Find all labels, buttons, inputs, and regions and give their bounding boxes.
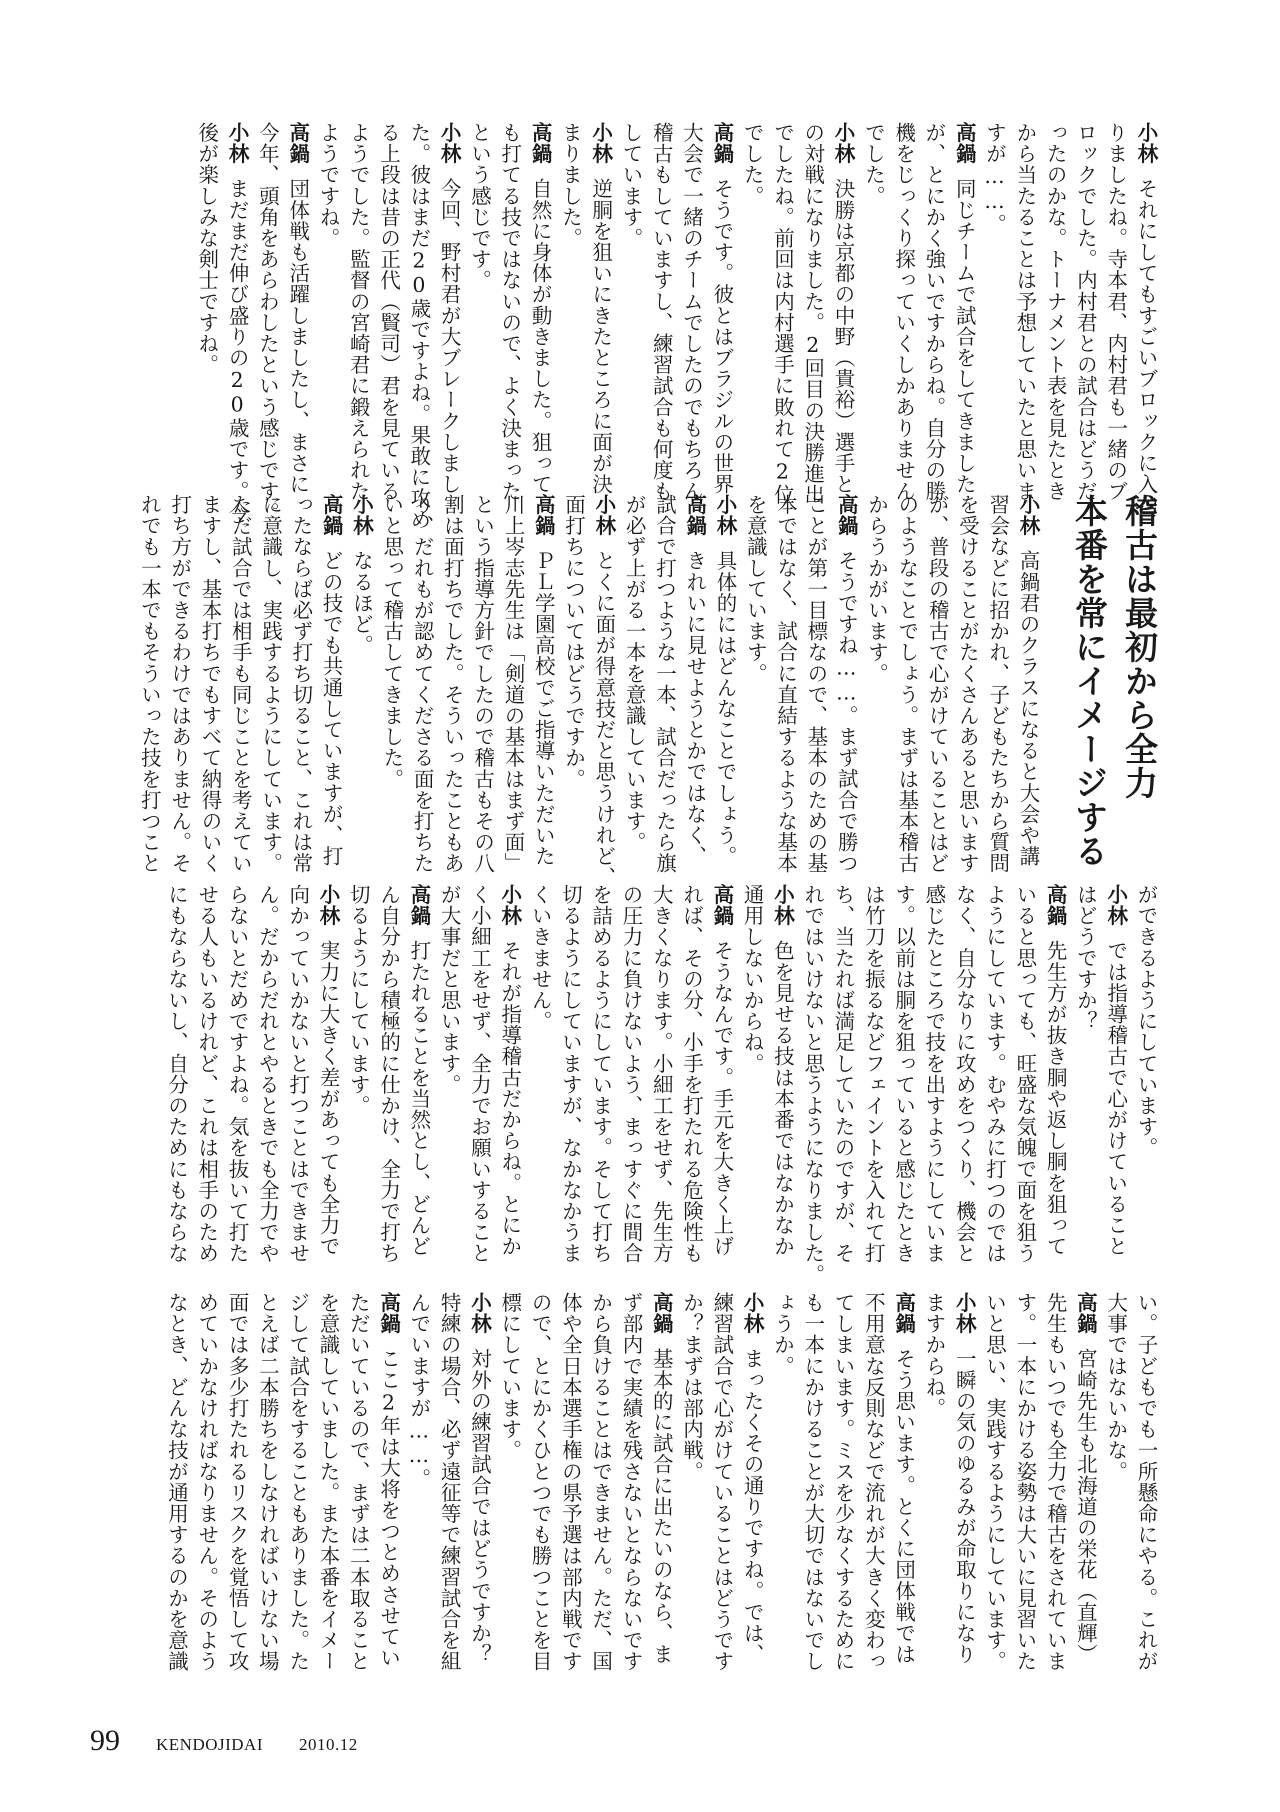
speaker-name: 高鍋 — [682, 494, 707, 537]
column-text: た。彼はまだ20歳ですよね。果敢に攻め — [406, 122, 431, 530]
text-column — [796, 494, 826, 874]
text-column — [702, 122, 732, 495]
text-column — [914, 122, 944, 502]
text-column — [220, 494, 253, 874]
column-text: でした。 — [861, 122, 886, 207]
text-column — [156, 1292, 189, 1672]
speaker-name: 高鍋 — [709, 122, 734, 165]
column-text: が必ず上がる一本を意識しています。 — [622, 494, 647, 853]
column-text: きれいに見せようとかではなく、 — [682, 550, 707, 867]
column-text: なとき、どんな技が通用するのかを意識 — [164, 1292, 189, 1672]
text-column — [883, 1292, 916, 1665]
column-text: 特練の場合、必ず遠征等で練習試合を組 — [437, 1292, 462, 1672]
text-column — [580, 1292, 613, 1672]
speaker-name: 高鍋 — [528, 122, 553, 165]
column-text: に意識し、実践するようにしています。 — [258, 494, 283, 874]
column-text: まりました。 — [558, 122, 583, 249]
column-text: 逆胴を狙いにきたところに面が決 — [588, 178, 613, 495]
text-column — [1065, 1292, 1098, 1665]
column-text: 決勝は京都の中野（貴裕）選手と — [831, 178, 856, 495]
text-column — [429, 884, 462, 1095]
text-column — [823, 1292, 856, 1672]
column-text: という指導方針でしたので稽古もその八 — [470, 494, 495, 874]
column-text: ち、当たれば満足していたのですが、そ — [831, 884, 856, 1264]
speaker-name: 高鍋 — [406, 884, 431, 927]
text-column — [459, 884, 492, 1264]
column-text: しています。 — [618, 122, 643, 249]
text-column — [584, 494, 614, 888]
column-text: 色を見せる技は本番ではなかなか — [770, 940, 795, 1257]
text-column — [1035, 122, 1068, 502]
speaker-name: 小林 — [315, 884, 340, 927]
column-text: くいきません。 — [528, 884, 553, 1032]
speaker-name: 高鍋 — [531, 494, 556, 537]
column-text: のようなことでしょう。まずは基本稽古 — [894, 494, 919, 874]
column-text: を詰めるようにしています。そして打ち — [588, 884, 613, 1264]
column-text: いと思って稽古してきました。 — [379, 494, 404, 790]
text-column — [368, 122, 401, 502]
text-column — [674, 494, 707, 867]
column-text: せる人もいるけれど、これは相手のため — [194, 884, 219, 1264]
column-text: 先生方が抜き胴や返し胴を狙って — [1043, 940, 1068, 1257]
speaker-name: 小林 — [497, 884, 522, 927]
text-column — [823, 122, 856, 495]
text-column — [762, 1292, 795, 1377]
text-column — [277, 122, 310, 495]
text-column — [190, 494, 220, 874]
column-text: いと思い、実践するようにしています。 — [982, 1292, 1007, 1672]
text-column — [489, 884, 522, 1257]
speaker-name: 小林 — [1016, 494, 1040, 537]
column-text: を意識していました。また本番をイメー — [315, 1292, 340, 1672]
column-text: とえば二本勝ちをしなければいけない場 — [255, 1292, 280, 1672]
column-text: ん自分から積極的に仕かけ、全力で打ち — [376, 884, 401, 1264]
column-text: らないとだめですよね。気を抜いて打た — [225, 884, 250, 1264]
text-column — [520, 122, 553, 495]
column-text: どの技でも共通していますが、打 — [319, 550, 344, 867]
column-text: す。以前は胴を狙っていると感じたとき — [891, 884, 916, 1264]
speaker-name: 小林 — [225, 122, 250, 165]
speaker-name: 小林 — [349, 494, 374, 537]
page-number: 99 — [90, 1724, 120, 1757]
speaker-name: 小林 — [952, 1292, 977, 1335]
column-text: ここ2年は大将をつとめさせてい — [376, 1348, 401, 1669]
text-column — [129, 494, 162, 874]
column-text: りましたね。寺本君、内村君も一緒のブ — [1103, 122, 1128, 502]
speaker-name: 小林 — [770, 884, 795, 927]
text-column — [944, 884, 977, 1264]
text-column — [308, 1292, 338, 1672]
text-column — [853, 884, 886, 1264]
text-column — [399, 1292, 429, 1489]
column-text: すが……。 — [982, 122, 1007, 235]
column-text: そうです。彼とはブラジルの世界 — [709, 178, 734, 495]
column-text: 先生もいつでも全力で稽古をされていま — [1043, 1292, 1068, 1672]
column-text: んでいますが……。 — [406, 1292, 431, 1489]
text-column — [641, 122, 674, 502]
text-column — [399, 122, 429, 530]
column-text: ょうか。 — [770, 1292, 795, 1377]
text-column — [1035, 884, 1068, 1257]
speaker-name: 高鍋 — [649, 1292, 674, 1335]
text-column — [974, 1292, 1007, 1672]
column-text: 不用意な反則などで流れが大きく変わっ — [861, 1292, 886, 1672]
column-text: から当たることは予想していたと思いま — [1012, 122, 1037, 502]
text-column — [277, 1292, 310, 1672]
text-column — [429, 1292, 462, 1672]
text-column — [641, 1292, 674, 1665]
text-column — [671, 122, 704, 502]
column-text: とくに面が得意技だと思うけれど、 — [591, 550, 616, 888]
text-column — [914, 884, 944, 1264]
column-text: ので、とにかくひとつでも勝つことを目 — [528, 1292, 553, 1672]
column-text: ず部内で実績を残さないとならないです — [618, 1292, 643, 1672]
text-column — [247, 1292, 280, 1672]
text-column — [883, 884, 916, 1264]
text-column — [1005, 122, 1035, 502]
column-text: 通用しないからね。 — [740, 884, 765, 1074]
column-text: ようですね。 — [315, 122, 340, 249]
speaker-name: 高鍋 — [285, 122, 310, 165]
text-column — [399, 884, 429, 1257]
column-text: 川上岑志先生は「剣道の基本はまず面」 — [500, 494, 525, 874]
text-column — [489, 122, 522, 502]
text-column — [762, 122, 795, 506]
column-text: く小細工をせず、全力でお願いすること — [467, 884, 492, 1264]
text-column — [187, 1292, 217, 1672]
column-text: ん。だからだれとやるときでも全力でや — [255, 884, 280, 1264]
column-text: では指導稽古で心がけていること — [1103, 940, 1128, 1257]
column-text: 具体的にはどんなことでしょう。 — [713, 550, 738, 867]
column-text: それにしてもすごいブロックに入 — [1134, 178, 1158, 495]
text-column — [338, 884, 371, 1117]
text-column — [614, 494, 647, 853]
column-text: 打たれることを当然とし、どんど — [406, 940, 431, 1257]
text-column — [762, 884, 795, 1257]
column-text: 自然に身体が動きました。狙って — [528, 178, 553, 495]
text-column — [459, 122, 492, 291]
text-column — [523, 494, 556, 867]
column-text: 稽古もしていますし、練習試合も何度も — [649, 122, 674, 502]
column-text: す。一本にかける姿勢は大いに見習いた — [1012, 1292, 1037, 1672]
column-text: 面では多少打たれるリスクを覚悟して攻 — [225, 1292, 250, 1672]
column-text: 感じたところで技を出すようにしていま — [921, 884, 946, 1264]
column-text: から負けることはできません。ただ、国 — [588, 1292, 613, 1672]
text-column — [308, 122, 338, 249]
column-text: を意識しています。 — [743, 494, 768, 684]
text-tier-4 — [86, 1292, 1158, 1672]
column-text: の対戦になりました。2回目の決勝進出 — [800, 122, 825, 506]
column-text: 面打ちについてはどうですか。 — [561, 494, 586, 790]
text-column — [250, 494, 283, 874]
page-footer — [90, 1724, 358, 1758]
text-column — [853, 1292, 886, 1672]
text-column — [187, 122, 217, 375]
column-text: まだまだ伸び盛りの20歳です。今 — [225, 178, 250, 523]
column-text: 打ち方ができるわけではありません。そ — [167, 494, 192, 874]
column-text: いると思っても、旺盛な気魄で面を狙う — [1012, 884, 1037, 1264]
column-text: 体や全日本選手権の県予選は部内戦です — [558, 1292, 583, 1672]
column-text: ますし、基本打ちでもすべて納得のいく — [197, 494, 222, 874]
text-column — [1126, 884, 1156, 1158]
column-text: にもならないし、自分のためにもならな — [164, 884, 189, 1264]
text-column — [1065, 884, 1098, 1032]
text-column — [977, 494, 1010, 874]
text-column — [580, 122, 613, 495]
text-column — [887, 494, 917, 874]
text-column — [550, 1292, 583, 1672]
text-column — [368, 1292, 401, 1669]
text-column — [974, 884, 1007, 1264]
text-column — [792, 122, 825, 506]
speaker-name: 高鍋 — [1043, 884, 1068, 927]
column-text: 対外の練習試合ではどうですか？ — [467, 1348, 492, 1665]
text-column — [671, 884, 704, 1264]
text-column — [520, 1292, 553, 1672]
column-text: も一本にかけることが大切ではないでし — [800, 1292, 825, 1672]
column-text: それが指導稽古だからね。とにか — [497, 940, 522, 1257]
column-text: という感じです。 — [467, 122, 492, 291]
column-text: そうなんです。手元を大きく上げ — [709, 940, 734, 1257]
speaker-name: 高鍋 — [319, 494, 344, 537]
column-text: ロックでした。内村君との試合はどうだ — [1073, 122, 1098, 502]
column-text: 切るようにしていますが、なかなかうま — [558, 884, 583, 1264]
column-text: 団体戦も活躍しましたし、まさに — [285, 178, 310, 495]
text-column — [281, 494, 311, 874]
text-column — [432, 494, 465, 874]
text-tier-1 — [86, 122, 1158, 530]
speaker-name: 高鍋 — [376, 1292, 401, 1335]
speaker-name: 小林 — [1103, 884, 1128, 927]
column-text: なるほど。 — [349, 550, 374, 656]
column-text: まったくその通りですね。では、 — [740, 1348, 765, 1665]
column-text: が、とにかく強いですからね。自分の勝 — [921, 122, 946, 502]
text-column — [187, 884, 217, 1264]
column-text: が、普段の稽古で心がけていることはど — [925, 494, 950, 874]
text-column — [550, 884, 583, 1264]
text-column — [1126, 122, 1156, 495]
column-text: も打てる技ではないので、よく決まった — [497, 122, 522, 502]
text-column — [308, 884, 338, 1257]
text-column — [1035, 1292, 1068, 1672]
text-column — [702, 884, 732, 1257]
text-column — [311, 494, 344, 867]
text-column — [732, 122, 765, 207]
column-text: 標にしています。 — [497, 1292, 522, 1461]
column-text: 同じチームで試合をしてきました — [952, 178, 977, 495]
column-text: 今回、野村君が大ブレークしまし — [437, 178, 462, 495]
column-text: の圧力に負けないよう、まっすぐに間合 — [618, 884, 643, 1264]
column-text: でした。 — [740, 122, 765, 207]
text-column — [520, 884, 553, 1032]
text-column — [705, 494, 738, 867]
column-text: ことが第一目標なので、基本のための基 — [803, 494, 828, 874]
speaker-name: 小林 — [437, 122, 462, 165]
speaker-name: 小林 — [588, 122, 613, 165]
speaker-name: 小林 — [1134, 122, 1158, 165]
column-text: ようにしています。むやみに打つのでは — [982, 884, 1007, 1264]
text-column — [489, 1292, 522, 1461]
text-column — [338, 1292, 371, 1672]
column-text: めていかなければなりません。そのよう — [194, 1292, 219, 1672]
speaker-name: 高鍋 — [1073, 1292, 1098, 1335]
speaker-name: 小林 — [713, 494, 738, 537]
column-text: い。子どもでも一所懸命にやる。これが — [1134, 1292, 1158, 1672]
column-text: からうかがいます。 — [864, 494, 889, 684]
text-column — [792, 1292, 825, 1672]
text-column — [459, 1292, 492, 1665]
column-text: でしたね。前回は内村選手に敗れて2位 — [770, 122, 795, 506]
text-column — [1126, 1292, 1156, 1672]
text-column — [1005, 884, 1035, 1264]
text-column — [1005, 1292, 1035, 1672]
column-text: ったならば必ず打ち切ること、これは常 — [288, 494, 313, 874]
column-text: 練習試合で心がけていることはどうです — [709, 1292, 734, 1672]
text-column — [1095, 1292, 1128, 1482]
column-text: り、だれもが認めてくださる面を打ちた — [410, 494, 435, 874]
column-text: ようでした。監督の宮崎君に鍛えられた — [346, 122, 371, 502]
text-column — [856, 494, 889, 684]
column-text: ジして試合をすることもありました。た — [285, 1292, 310, 1672]
speaker-name: 小林 — [591, 494, 616, 537]
column-text: 大会で一緒のチームでしたのでもちろん — [679, 122, 704, 502]
column-text: 宮崎先生も北海道の栄花（直輝） — [1073, 1348, 1098, 1665]
column-text: 切るようにしています。 — [346, 884, 371, 1117]
text-column — [580, 884, 613, 1264]
text-column — [883, 122, 916, 502]
speaker-name: 小林 — [831, 122, 856, 165]
column-text: ただいているので、まずは二本取ること — [346, 1292, 371, 1672]
text-column — [792, 884, 825, 1285]
column-text: れば、その分、小手を打たれる危険性も — [679, 884, 704, 1264]
column-text: ったのかな。トーナメント表を見たとき — [1043, 122, 1068, 502]
column-text: ができるようにしています。 — [1134, 884, 1158, 1159]
text-column — [402, 494, 435, 874]
column-text: はどうですか？ — [1073, 884, 1098, 1032]
column-text: ただ試合では相手も同じことを考えてい — [228, 494, 253, 874]
column-text: 本ではなく、試合に直結するような基本 — [773, 494, 798, 874]
text-column — [1008, 494, 1038, 867]
column-text: 高鍋君のクラスになると大会や講 — [1016, 550, 1040, 867]
text-column — [338, 122, 371, 502]
column-text: ＰＬ学園高校でご指導いただいた — [531, 550, 556, 867]
text-column — [765, 494, 798, 874]
column-text: なく、自分なりに攻めをつくり、機会と — [952, 884, 977, 1264]
speaker-name: 小林 — [467, 1292, 492, 1335]
text-column — [1095, 884, 1128, 1257]
text-column — [156, 884, 189, 1264]
text-column — [974, 122, 1007, 235]
text-column — [944, 122, 977, 495]
issue-date: 2010.12 — [298, 1735, 358, 1754]
column-text: 一瞬の気のゆるみが命取りになり — [952, 1348, 977, 1665]
text-tier-2 — [86, 494, 1159, 888]
text-column — [550, 122, 583, 249]
text-column — [553, 494, 586, 790]
text-column — [368, 884, 401, 1264]
text-column — [217, 884, 250, 1264]
speaker-name: 高鍋 — [834, 494, 859, 537]
column-text: 大きくなります。小細工をせず、先生方 — [649, 884, 674, 1264]
column-text: 基本的に試合に出たいのなら、ま — [649, 1348, 674, 1665]
speaker-name: 高鍋 — [952, 122, 977, 165]
column-text: る上段は昔の正代（賢司）君を見ている — [376, 122, 401, 502]
text-column — [611, 122, 641, 249]
text-column — [702, 1292, 732, 1672]
text-column — [947, 494, 980, 874]
column-text: か？まずは部内戦。 — [679, 1292, 704, 1482]
text-column — [371, 494, 404, 790]
text-column — [1065, 122, 1098, 502]
text-column — [732, 1292, 765, 1665]
text-column — [944, 1292, 977, 1665]
text-column — [914, 1292, 944, 1419]
text-column — [611, 884, 641, 1264]
speaker-name: 高鍋 — [891, 1292, 916, 1335]
column-text: れでも一本でもそういった技を打つこと — [137, 494, 162, 874]
column-text: 向かっていかないと打つことはできませ — [285, 884, 310, 1264]
text-column — [277, 884, 310, 1264]
text-column — [735, 494, 768, 684]
text-column — [217, 1292, 250, 1672]
text-column — [429, 122, 462, 495]
column-text: そうですね……。まず試合で勝つ — [834, 550, 859, 874]
text-column — [493, 494, 523, 874]
column-text: 習会などに招かれ、子どもたちから質問 — [985, 494, 1010, 874]
text-column — [247, 884, 280, 1264]
column-text: 大事ではないかな。 — [1103, 1292, 1128, 1482]
text-column — [217, 122, 250, 523]
text-column — [611, 1292, 641, 1672]
text-column — [341, 494, 374, 656]
column-text: 機をじっくり探っていくしかありません — [891, 122, 916, 502]
text-column — [823, 884, 856, 1264]
text-column — [826, 494, 859, 874]
text-column — [247, 122, 280, 523]
column-text: が大事だと思います。 — [437, 884, 462, 1095]
column-text: 実力に大きく差があっても全力で — [315, 940, 340, 1257]
column-text: は竹刀を振るなどフェイントを入れて打 — [861, 884, 886, 1264]
speaker-name: 小林 — [740, 1292, 765, 1335]
headline-line-2: 本番を常にイメージする — [1070, 494, 1109, 868]
text-column — [853, 122, 886, 207]
magazine-name: KENDOJIDAI — [156, 1735, 263, 1754]
text-column — [917, 494, 950, 874]
column-text: 今年、頭角をあらわしたという感じです。 — [255, 122, 280, 523]
text-column — [159, 494, 192, 874]
column-text: れではいけないと思うようになりました。 — [800, 884, 825, 1285]
column-text: 割は面打ちでした。そういったこともあ — [440, 494, 465, 874]
text-column — [641, 884, 674, 1264]
text-column — [732, 884, 765, 1074]
column-text: てしまいます。ミスを少なくするために — [831, 1292, 856, 1672]
column-text: 試合で打つような一本、試合だったら旗 — [652, 494, 677, 874]
text-column — [462, 494, 495, 874]
column-text: そう思います。とくに団体戦では — [891, 1348, 916, 1665]
headline-line-1: 稽古は最初から全力 — [1120, 494, 1159, 800]
text-column — [1095, 122, 1128, 502]
column-text: を受けることがたくさんあると思います — [955, 494, 980, 874]
speaker-name: 高鍋 — [709, 884, 734, 927]
column-text: 後が楽しみな剣士ですね。 — [194, 122, 219, 376]
column-text: ますからね。 — [921, 1292, 946, 1419]
text-column — [671, 1292, 704, 1482]
text-tier-3 — [86, 884, 1158, 1285]
text-column — [644, 494, 677, 874]
